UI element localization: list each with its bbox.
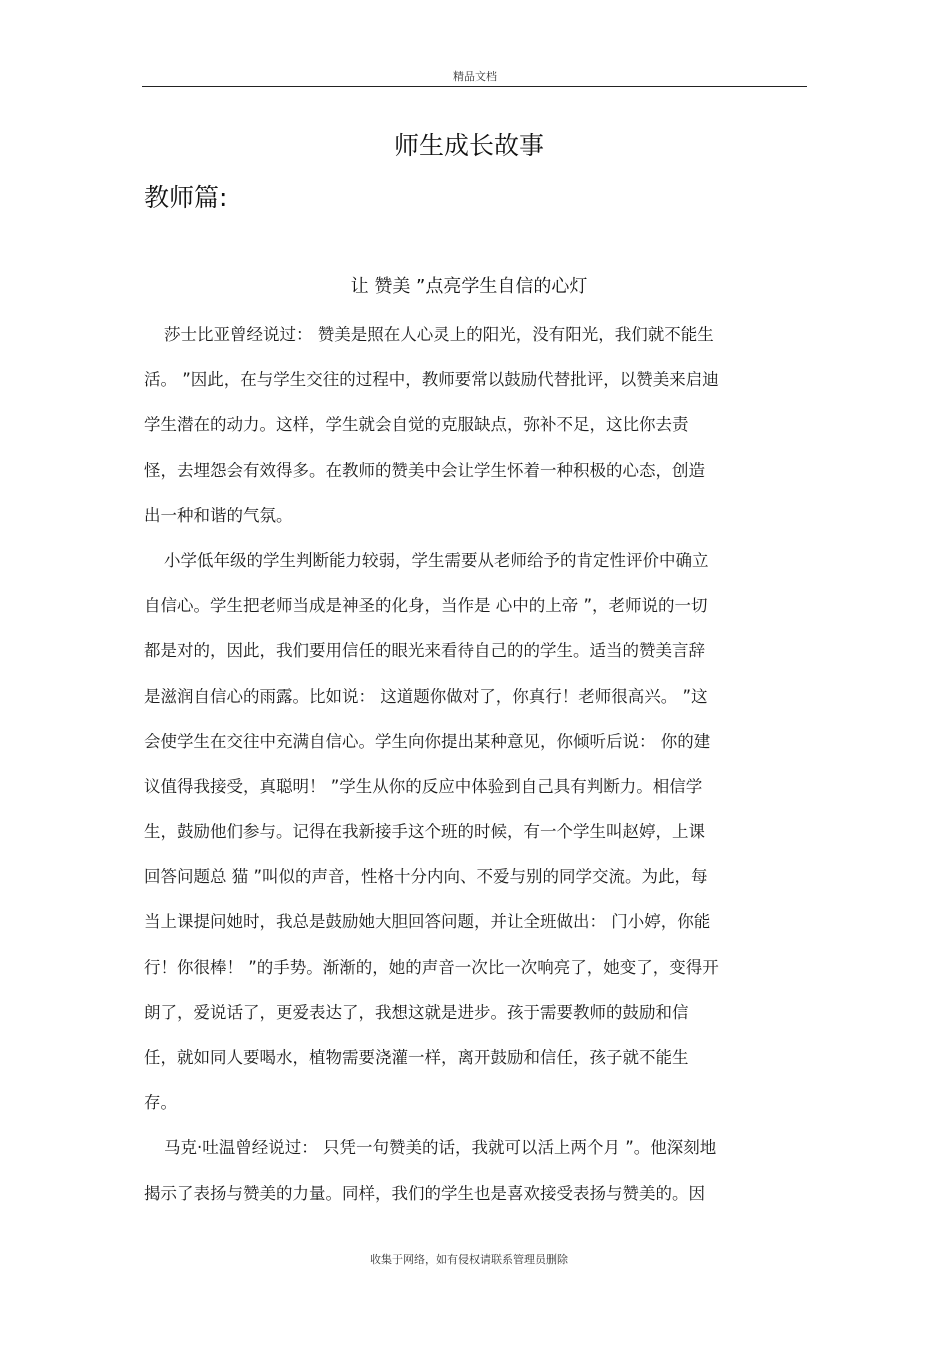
body-line: 出一种和谐的气氛。	[144, 505, 293, 525]
body-line: 议值得我接受，真聪明！ ”学生从你的反应中体验到自己具有判断力。相信学	[144, 776, 703, 796]
body-line: 任，就如同人要喝水，植物需要浇灌一样，离开鼓励和信任，孩子就不能生	[144, 1048, 689, 1067]
body-line: 活。 ”因此，在与学生交往的过程中，教师要常以鼓励代替批评，以赞美来启迪	[144, 370, 719, 390]
body-line: 莎士比亚曾经说过： 赞美是照在人心灵上的阳光，没有阳光，我们就不能生	[164, 325, 714, 344]
body-line: 自信心。学生把老师当成是神圣的化身，当作是 心中的上帝 ”，老师说的一切	[144, 596, 708, 616]
article-title: 让 赞美 ”点亮学生自信的心灯	[350, 276, 588, 297]
page-header: 精品文档	[453, 70, 497, 83]
document-title: 师生成长故事	[393, 131, 544, 160]
body-line: 马克·吐温曾经说过： 只凭一句赞美的话，我就可以活上两个月 ”。他深刻地	[164, 1138, 717, 1158]
body-line: 学生潜在的动力。这样，学生就会自觉的克服缺点，弥补不足，这比你去责	[144, 415, 689, 435]
page-footer: 收集于网络，如有侵权请联系管理员删除	[370, 1253, 568, 1266]
body-line: 是滋润自信心的雨露。比如说： 这道题你做对了，你真行！老师很高兴。 ”这	[144, 686, 708, 706]
article-body	[144, 312, 806, 1216]
body-line: 会使学生在交往中充满自信心。学生向你提出某种意见，你倾听后说： 你的建	[144, 731, 711, 751]
body-line: 生，鼓励他们参与。记得在我新接手这个班的时候，有一个学生叫赵婷，上课	[144, 822, 705, 842]
body-line: 当上课提问她时，我总是鼓励她大胆回答问题，并让全班做出： 门小婷，你能	[144, 912, 711, 932]
section-heading: 教师篇:	[144, 183, 228, 212]
body-line: 回答问题总 猫 ”叫似的声音，性格十分内向、不爱与别的同学交流。为此，每	[144, 867, 708, 887]
body-line: 都是对的，因此，我们要用信任的眼光来看待自己的的学生。适当的赞美言辞	[144, 641, 705, 661]
body-line: 朗了，爱说话了，更爱表达了，我想这就是进步。孩于需要教师的鼓励和信	[144, 1002, 689, 1022]
body-line: 行！你很棒！ ”的手势。渐渐的，她的声音一次比一次响亮了，她变了，变得开	[144, 957, 719, 977]
body-line: 存。	[144, 1093, 177, 1113]
body-line: 揭示了表扬与赞美的力量。同样，我们的学生也是喜欢接受表扬与赞美的。因	[144, 1183, 705, 1203]
body-line: 怪，去埋怨会有效得多。在教师的赞美中会让学生怀着一种积极的心态，创造	[144, 460, 705, 480]
header-divider	[142, 86, 807, 87]
body-line: 小学低年级的学生判断能力较弱，学生需要从老师给予的肯定性评价中确立	[164, 550, 709, 570]
